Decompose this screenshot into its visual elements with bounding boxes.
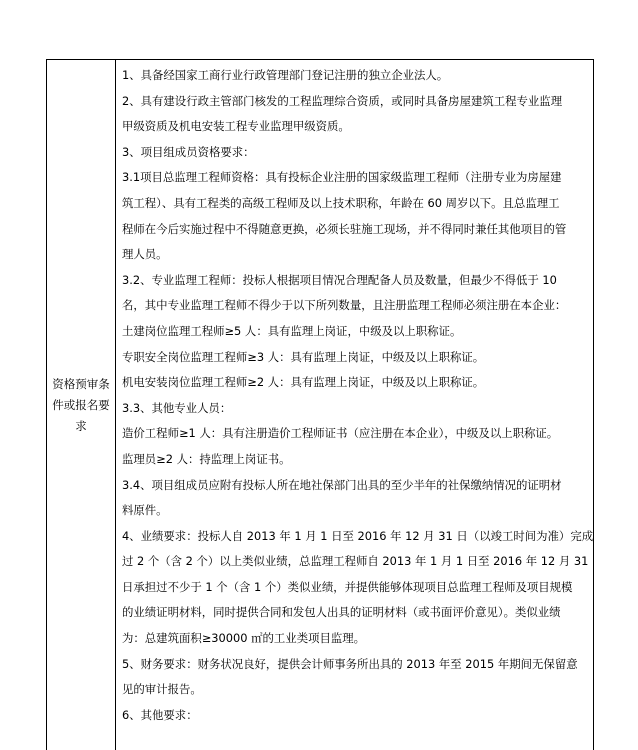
requirement-line: 专职安全岗位监理工程师≥3 人：具有监理上岗证，中级及以上职称证。: [122, 349, 485, 364]
requirement-line: 3.3、其他专业人员：: [122, 400, 232, 415]
requirement-line: 4、业绩要求：投标人自 2013 年 1 月 1 日至 2016 年 12 月 31 日（以竣工时间为准）完成: [122, 528, 593, 543]
requirement-line: 2、具有建设行政主管部门核发的工程监理综合资质，或同时具备房屋建筑工程专业监理: [122, 93, 563, 108]
requirement-line: 为：总建筑面积≥30000 ㎡的工业类项目监理。: [122, 631, 366, 646]
requirement-line: 3、项目组成员资格要求：: [122, 144, 255, 159]
requirement-line: 日承担过不少于 1 个（含 1 个）类似业绩，并提供能够体现项目总监理工程师及项目规模: [122, 579, 573, 594]
requirement-line: 3.2、专业监理工程师：投标人根据项目情况合理配备人员及数量，但最少不得低于 10: [122, 272, 557, 287]
requirement-line: 监理员≥2 人：持监理上岗证书。: [122, 451, 291, 466]
requirement-line: 1、具备经国家工商行业行政管理部门登记注册的独立企业法人。: [122, 68, 449, 82]
requirement-line: 名，其中专业监理工程师不得少于以下所列数量，且注册监理工程师必须注册在本企业：: [122, 298, 567, 313]
requirement-line: 的业绩证明材料，同时提供合同和发包人出具的证明材料（或书面评价意见）。类似业绩: [122, 605, 561, 620]
requirement-line: 理人员。: [122, 247, 168, 262]
requirement-line: 筑工程）、具有工程类的高级工程师及以上技术职称，年龄在 60 周岁以下。且总监理工: [122, 195, 560, 210]
requirement-line: 造价工程师≥1 人：具有注册造价工程师证书（应注册在本企业），中级及以上职称证。: [122, 426, 559, 441]
requirements-content-cell: [116, 60, 593, 750]
requirement-line: 甲级资质及机电安装工程专业监理甲级资质。: [122, 119, 350, 134]
requirements-table: [46, 59, 594, 750]
requirement-line: 5、财务要求：财务状况良好，提供会计师事务所出具的 2013 年至 2015 年期间无保留意: [122, 656, 578, 671]
row-label-cell: [47, 60, 116, 750]
requirement-line: 土建岗位监理工程师≥5 人：具有监理上岗证，中级及以上职称证。: [122, 323, 462, 338]
requirement-line: 3.1项目总监理工程师资格：具有投标企业注册的国家级监理工程师（注册专业为房屋建: [122, 170, 562, 185]
requirement-line: 6、其他要求：: [122, 707, 198, 722]
row-label: 资格预审条件或报名要求: [52, 376, 110, 433]
requirement-line: 过 2 个（含 2 个）以上类似业绩，总监理工程师自 2013 年 1 月 1 日至 2016 年 12 月 31: [122, 554, 589, 569]
requirement-line: 见的审计报告。: [122, 682, 202, 697]
requirement-line: 机电安装岗位监理工程师≥2 人：具有监理上岗证，中级及以上职称证。: [122, 375, 485, 390]
requirement-line: 料原件。: [122, 503, 168, 518]
requirement-line: 程师在今后实施过程中不得随意更换，必须长驻施工现场，并不得同时兼任其他项目的管: [122, 221, 567, 236]
requirement-line: 3.4、项目组成员应附有投标人所在地社保部门出具的至少半年的社保缴纳情况的证明材: [122, 477, 562, 492]
